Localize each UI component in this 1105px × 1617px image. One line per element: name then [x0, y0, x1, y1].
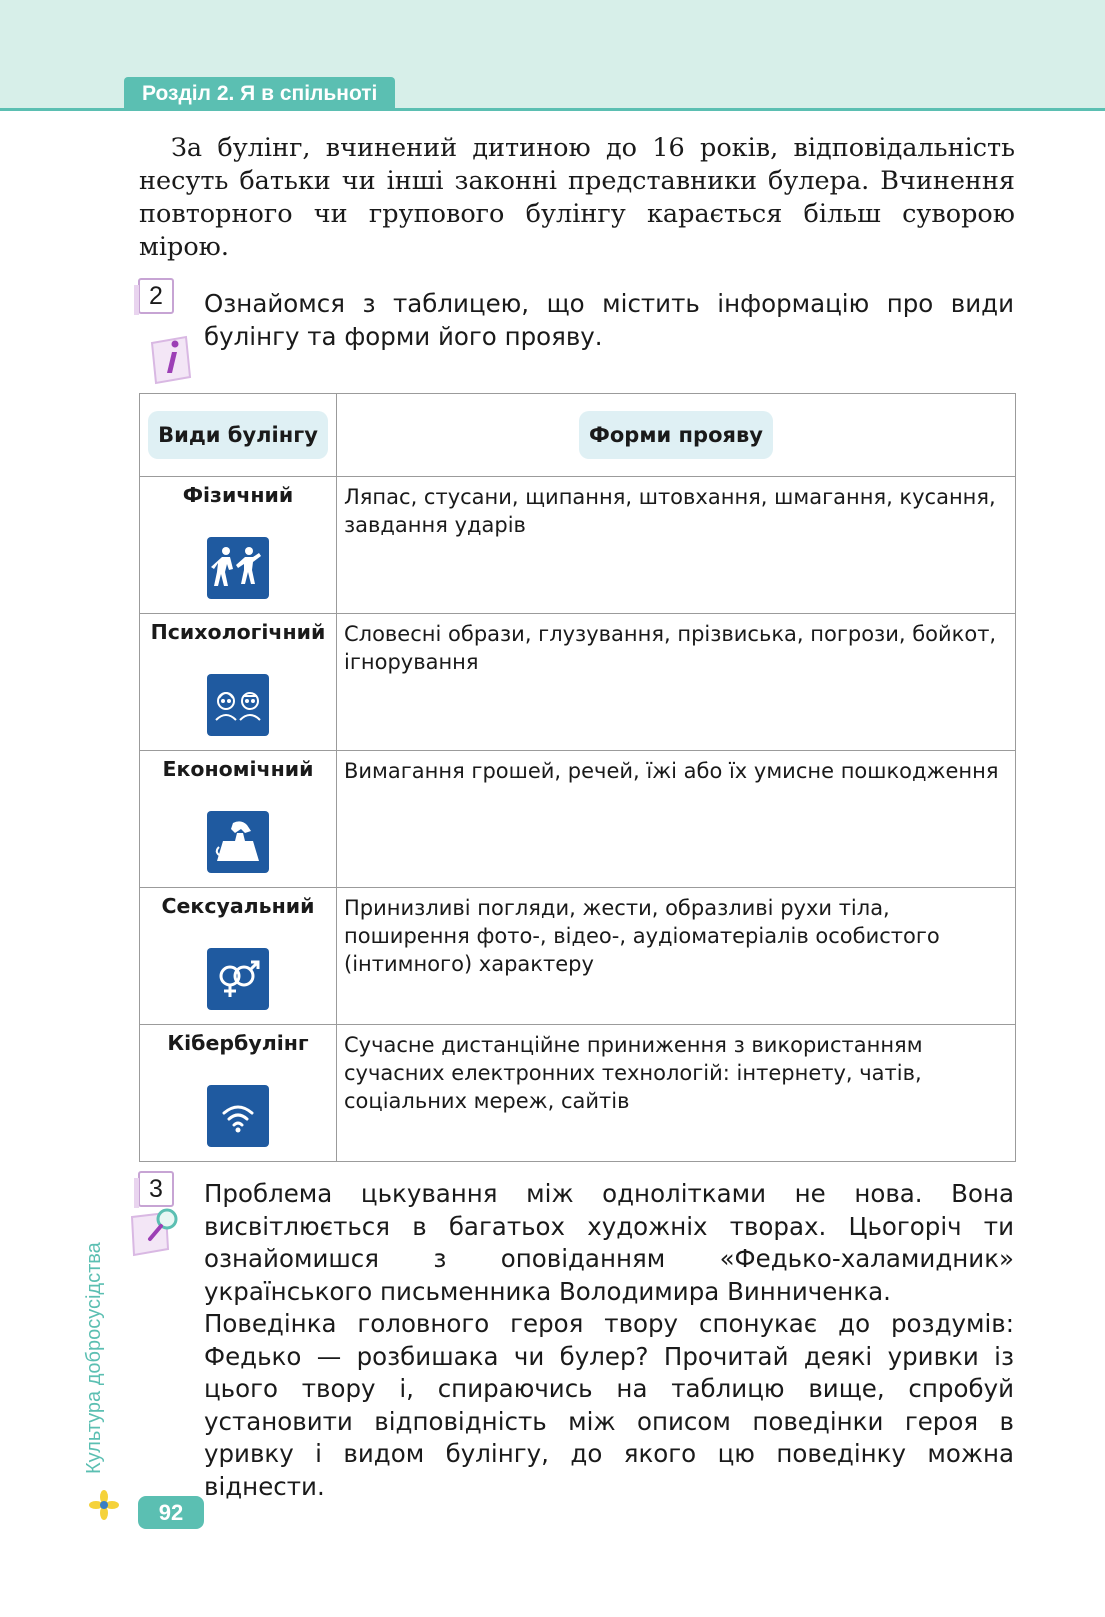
- magnifier-icon: [130, 1207, 186, 1259]
- bullying-types-table: [139, 393, 1016, 1162]
- table-row: [140, 888, 1016, 1025]
- header-forms-label: Форми прояву: [579, 411, 773, 459]
- task-2-text: Ознайомся з таблицею, що містить інформацію про види булінгу та форми його прояву.: [204, 289, 1014, 351]
- intro-paragraph: За булінг, вчинений дитиною до 16 років, відповідальність несуть батьки чи інші законні представники булера. Вчинення повторного чи групового булінгу карається більш суворою мірою.: [139, 133, 1015, 262]
- forms-cell-economic: Вимагання грошей, речей, їжі або їх умисне пошкодження: [337, 751, 1016, 888]
- type-cell-economic: [140, 751, 337, 888]
- wifi-icon: [207, 1085, 269, 1147]
- info-icon: [148, 333, 194, 385]
- type-cell-cyber: [140, 1025, 337, 1162]
- header-types: [140, 394, 337, 477]
- bag-snatch-icon: [207, 811, 269, 873]
- type-name: Економічний: [162, 757, 314, 781]
- forms-cell-physical: Ляпас, стусани, щипання, штовхання, шмагання, кусання, завдання ударів: [337, 477, 1016, 614]
- section-label: Розділ 2. Я в спільноті: [124, 77, 395, 111]
- forms-cell-psychological: Словесні образи, глузування, прізвиська, погрози, бойкот, ігнорування: [337, 614, 1016, 751]
- physical-violence-icon: [207, 537, 269, 599]
- type-name: Кібербулінг: [167, 1031, 309, 1055]
- header-forms: [337, 394, 1016, 477]
- faces-icon: [207, 674, 269, 736]
- side-label: Культура добросусідства: [83, 1242, 105, 1474]
- table-row: [140, 614, 1016, 751]
- type-cell-psychological: [140, 614, 337, 751]
- forms-cell-cyber: Сучасне дистанційне приниження з використанням сучасних електронних технологій: інтернету, чатів, соціальних мереж, сайтів: [337, 1025, 1016, 1162]
- type-name: Фізичний: [182, 483, 294, 507]
- table-row: [140, 751, 1016, 888]
- type-name: Психологічний: [150, 620, 326, 644]
- table-row: [140, 477, 1016, 614]
- forms-cell-sexual: Принизливі погляди, жести, образливі рухи тіла, поширення фото-, відео-, аудіоматеріалів особистого (інтимного) характеру: [337, 888, 1016, 1025]
- task-3-paragraph-2: Поведінка головного героя твору спонукає до роздумів: Федько — розбишака чи булер? Прочитай деякі уривки із цього твору і, спираючись на таблицю вище, спробуй установити відповідність між описом поведінки героя в уривку і видом булінгу, до якого цю поведінку можна віднести.: [204, 1309, 1014, 1501]
- type-cell-sexual: [140, 888, 337, 1025]
- gender-symbols-icon: [207, 948, 269, 1010]
- table-row: [140, 1025, 1016, 1162]
- task-3-paragraph-1: Проблема цькування між однолітками не нова. Вона висвітлюється в багатьох художніх творах. Цьогоріч ти ознайомишся з оповіданням «Федько-халамидник» українського письменника Володимира Винниченка.: [204, 1179, 1014, 1306]
- header-types-label: Види булінгу: [148, 411, 328, 459]
- page-number: 92: [138, 1496, 204, 1529]
- task-2-number: 2: [138, 278, 174, 314]
- type-name: Сексуальний: [161, 894, 315, 918]
- type-cell-physical: [140, 477, 337, 614]
- flower-icon: [88, 1489, 120, 1521]
- task-3-number: 3: [138, 1171, 174, 1207]
- table-header-row: [140, 394, 1016, 477]
